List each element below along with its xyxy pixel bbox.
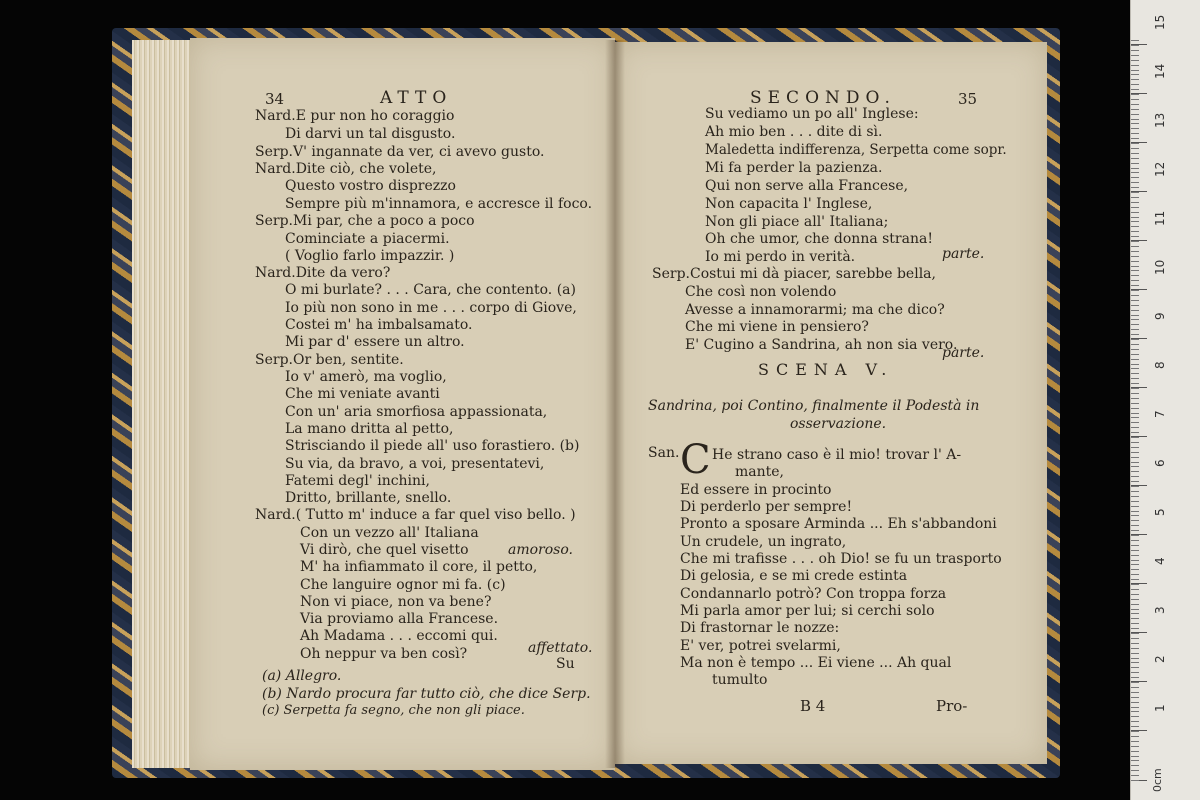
ruler-tick	[1131, 236, 1139, 237]
ruler-tick	[1131, 104, 1139, 105]
left-line: Mi par d' essere un altro.	[285, 334, 465, 350]
right-line: Mi fa perder la pazienza.	[705, 160, 883, 176]
left-line: Fatemi degl' inchini,	[285, 473, 430, 489]
ruler-tick	[1131, 707, 1139, 708]
left-line: La mano dritta al petto,	[285, 421, 454, 437]
right-line: Non gli piace all' Italiana;	[705, 214, 889, 230]
ruler-tick	[1131, 560, 1139, 561]
ruler-tick	[1131, 349, 1139, 350]
ruler-number: 12	[1153, 161, 1167, 177]
book-gutter	[605, 40, 625, 768]
ruler-tick	[1131, 398, 1139, 399]
ruler-tick	[1131, 682, 1139, 683]
scene-line: Di perderlo per sempre!	[680, 499, 853, 515]
left-line: Vi dirò, che quel visetto	[300, 542, 469, 558]
ruler-tick	[1131, 133, 1139, 134]
ruler-tick	[1131, 511, 1139, 512]
left-line: Serp.Mi par, che a poco a poco	[255, 213, 475, 229]
right-side-note: parte.	[942, 246, 985, 262]
ruler-tick	[1131, 721, 1139, 722]
left-line: Che languire ognor mi fa. (c)	[300, 577, 506, 593]
ruler-tick	[1131, 618, 1139, 619]
ruler-tick	[1131, 491, 1139, 492]
scene-line: tumulto	[712, 672, 768, 688]
ruler-tick	[1131, 726, 1139, 727]
ruler-tick	[1131, 324, 1139, 325]
signature-mark: B 4	[800, 697, 826, 715]
scene-line: Pronto a sposare Arminda ... Eh s'abbandoni	[680, 516, 997, 532]
ruler-tick	[1131, 579, 1139, 580]
left-line: Di darvi un tal disgusto.	[285, 126, 456, 142]
scene-line: E' ver, potrei svelarmi,	[680, 638, 841, 654]
ruler-tick	[1131, 569, 1139, 570]
measuring-ruler	[1130, 0, 1200, 800]
left-line: Strisciando il piede all' uso forastiero. (b)	[285, 438, 580, 454]
left-line: Non vi piace, non va bene?	[300, 594, 492, 610]
ruler-tick	[1131, 545, 1139, 546]
ruler-tick	[1131, 70, 1139, 71]
ruler-tick	[1131, 687, 1139, 688]
scene-line: Ma non è tempo ... Ei viene ... Ah qual	[680, 655, 952, 671]
ruler-tick	[1131, 79, 1139, 80]
left-line: Cominciate a piacermi.	[285, 231, 450, 247]
right-line: Serp.Costui mi dà piacer, sarebbe bella,	[652, 266, 936, 282]
ruler-tick	[1131, 241, 1139, 242]
right-line: Io mi perdo in verità.	[705, 249, 856, 265]
ruler-tick	[1131, 711, 1139, 712]
ruler-tick	[1131, 466, 1139, 467]
page-edges	[132, 40, 194, 768]
ruler-number: 3	[1153, 606, 1167, 614]
scene-line: Un crudele, un ingrato,	[680, 534, 847, 550]
ruler-tick	[1131, 692, 1139, 693]
right-line: Su vediamo un po all' Inglese:	[705, 106, 919, 122]
ruler-tick	[1131, 393, 1139, 394]
ruler-tick	[1131, 153, 1139, 154]
scene-line: Di frastornar le nozze:	[680, 620, 840, 636]
left-line: Sempre più m'innamora, e accresce il foco.	[285, 196, 593, 212]
ruler-number: 9	[1153, 312, 1167, 320]
ruler-tick	[1131, 270, 1139, 271]
right-side-note: parte.	[942, 345, 985, 361]
ruler-tick	[1131, 584, 1139, 585]
scene-line: Di gelosia, e se mi crede estinta	[680, 568, 908, 584]
ruler-tick	[1131, 319, 1139, 320]
ruler-tick	[1131, 540, 1139, 541]
ruler-tick	[1131, 163, 1139, 164]
ruler-tick	[1131, 74, 1139, 75]
left-line: Nard.E pur non ho coraggio	[255, 108, 455, 124]
ruler-tick	[1131, 530, 1139, 531]
ruler-tick	[1131, 172, 1139, 173]
ruler-tick	[1131, 604, 1139, 605]
ruler-tick	[1131, 432, 1139, 433]
ruler-tick	[1131, 770, 1139, 771]
ruler-tick	[1131, 305, 1139, 306]
ruler-tick	[1131, 555, 1139, 556]
ruler-tick	[1131, 741, 1139, 742]
ruler-tick	[1131, 89, 1139, 90]
ruler-tick	[1131, 751, 1139, 752]
ruler-tick	[1131, 359, 1139, 360]
ruler-tick	[1131, 383, 1139, 384]
ruler-tick	[1131, 231, 1139, 232]
ruler-tick	[1131, 643, 1139, 644]
ruler-tick	[1131, 168, 1139, 169]
ruler-tick	[1131, 354, 1139, 355]
ruler-tick	[1131, 422, 1139, 423]
scene-line: Condannarlo potrò? Con troppa forza	[680, 586, 947, 602]
right-catchword: Pro-	[936, 697, 968, 715]
ruler-tick	[1131, 520, 1139, 521]
right-line: Che mi viene in pensiero?	[685, 319, 869, 335]
ruler-tick	[1131, 143, 1139, 144]
left-line: Nard.( Tutto m' induce a far quel viso bello. )	[255, 507, 576, 523]
left-line: Con un' aria smorfiosa appassionata,	[285, 404, 548, 420]
ruler-tick	[1131, 408, 1139, 409]
ruler-tick	[1131, 226, 1139, 227]
speaker-label: San.	[648, 445, 680, 461]
ruler-tick	[1131, 658, 1139, 659]
left-side-note: affettato.	[528, 640, 593, 656]
ruler-tick	[1131, 413, 1139, 414]
ruler-tick	[1131, 192, 1139, 193]
ruler-tick	[1131, 187, 1139, 188]
ruler-tick	[1131, 780, 1139, 781]
ruler-tick	[1131, 599, 1139, 600]
ruler-tick	[1131, 128, 1139, 129]
ruler-tick	[1131, 476, 1139, 477]
ruler-tick	[1131, 119, 1139, 120]
ruler-number: 5	[1153, 508, 1167, 516]
ruler-tick	[1131, 84, 1139, 85]
ruler-tick	[1131, 736, 1139, 737]
left-catchword: Su	[556, 656, 575, 672]
drop-cap: C	[680, 437, 711, 483]
right-line: E' Cugino a Sandrina, ah non sia vero.	[685, 337, 958, 353]
left-line: Con un vezzo all' Italiana	[300, 525, 479, 541]
ruler-tick	[1131, 364, 1139, 365]
left-line: M' ha infiammato il core, il petto,	[300, 559, 538, 575]
ruler-tick	[1131, 662, 1139, 663]
left-line: Che mi veniate avanti	[285, 386, 440, 402]
ruler-tick	[1131, 246, 1139, 247]
ruler-tick	[1131, 182, 1139, 183]
ruler-tick	[1131, 202, 1139, 203]
ruler-tick	[1131, 45, 1139, 46]
ruler-number: 2	[1153, 655, 1167, 663]
ruler-tick	[1131, 417, 1139, 418]
ruler-tick	[1131, 628, 1139, 629]
left-line: Io v' amerò, ma voglio,	[285, 369, 447, 385]
ruler-tick	[1131, 609, 1139, 610]
left-line: Costei m' ha imbalsamato.	[285, 317, 473, 333]
ruler-tick	[1131, 746, 1139, 747]
left-line: Dritto, brillante, snello.	[285, 490, 452, 506]
ruler-tick	[1131, 677, 1139, 678]
ruler-tick	[1131, 148, 1139, 149]
ruler-tick	[1131, 437, 1139, 438]
ruler-tick	[1131, 266, 1139, 267]
right-line: Ah mio ben . . . dite di sì.	[705, 124, 883, 140]
ruler-tick	[1131, 138, 1139, 139]
right-line: Avesse a innamorarmi; ma che dico?	[685, 302, 945, 318]
ruler-tick	[1131, 775, 1139, 776]
ruler-tick	[1131, 648, 1139, 649]
ruler-tick	[1131, 716, 1139, 717]
ruler-unit: 0cm	[1151, 768, 1164, 792]
ruler-tick	[1131, 388, 1139, 389]
ruler-tick	[1131, 471, 1139, 472]
ruler-tick	[1131, 574, 1139, 575]
ruler-tick	[1131, 653, 1139, 654]
ruler-tick	[1131, 496, 1139, 497]
footnote: (a) Allegro.	[262, 668, 342, 684]
ruler-tick	[1131, 403, 1139, 404]
ruler-tick	[1131, 594, 1139, 595]
ruler-tick	[1131, 765, 1139, 766]
ruler-tick	[1131, 109, 1139, 110]
ruler-tick	[1131, 207, 1139, 208]
ruler-tick	[1131, 60, 1139, 61]
scene-line: He strano caso è il mio! trovar l' A-	[712, 447, 962, 463]
ruler-tick	[1131, 315, 1139, 316]
ruler-tick	[1131, 256, 1139, 257]
left-line: Su via, da bravo, a voi, presentatevi,	[285, 456, 545, 472]
ruler-tick	[1131, 290, 1139, 291]
ruler-tick	[1131, 300, 1139, 301]
ruler-number: 13	[1153, 112, 1167, 128]
ruler-tick	[1131, 221, 1139, 222]
ruler-tick	[1131, 280, 1139, 281]
ruler-tick	[1131, 515, 1139, 516]
ruler-tick	[1131, 550, 1139, 551]
scene-description: Sandrina, poi Contino, finalmente il Podestà in	[648, 398, 980, 414]
ruler-tick	[1131, 55, 1139, 56]
left-line: Nard.Dite da vero?	[255, 265, 391, 281]
left-line: Io più non sono in me . . . corpo di Giove,	[285, 300, 577, 316]
ruler-tick	[1131, 99, 1139, 100]
scene-title: SCENA V.	[758, 360, 894, 379]
ruler-tick	[1131, 481, 1139, 482]
ruler-number: 14	[1153, 63, 1167, 79]
ruler-tick	[1131, 368, 1139, 369]
ruler-tick	[1131, 667, 1139, 668]
ruler-tick	[1131, 123, 1139, 124]
ruler-number: 7	[1153, 410, 1167, 418]
right-line: Oh che umor, che donna strana!	[705, 231, 933, 247]
ruler-tick	[1131, 613, 1139, 614]
ruler-number: 11	[1153, 210, 1167, 226]
ruler-number: 8	[1153, 361, 1167, 369]
scene-line: Che mi trafisse . . . oh Dio! se fu un trasporto	[680, 551, 1002, 567]
left-line: Via proviamo alla Francese.	[300, 611, 499, 627]
ruler-number: 6	[1153, 459, 1167, 467]
ruler-tick	[1131, 486, 1139, 487]
right-page-number: 35	[958, 90, 978, 108]
left-page-number: 34	[265, 90, 285, 108]
ruler-tick	[1131, 261, 1139, 262]
left-line: O mi burlate? . . . Cara, che contento. (a)	[285, 282, 576, 298]
ruler-number: 15	[1153, 14, 1167, 30]
ruler-number: 1	[1153, 704, 1167, 712]
ruler-tick	[1131, 295, 1139, 296]
left-running-head: ATTO	[380, 88, 453, 108]
ruler-tick	[1131, 344, 1139, 345]
left-line: ( Voglio farlo impazzir. )	[285, 248, 455, 264]
ruler-tick	[1131, 672, 1139, 673]
footnote: (c) Serpetta fa segno, che non gli piace.	[262, 703, 525, 718]
ruler-tick	[1131, 197, 1139, 198]
ruler-tick	[1131, 525, 1139, 526]
left-side-note: amoroso.	[508, 542, 573, 558]
left-line: Questo vostro disprezzo	[285, 178, 456, 194]
ruler-tick	[1131, 501, 1139, 502]
scene-line: mante,	[735, 464, 784, 480]
ruler-tick	[1131, 638, 1139, 639]
ruler-tick	[1131, 535, 1139, 536]
ruler-tick	[1131, 334, 1139, 335]
ruler-tick	[1131, 452, 1139, 453]
ruler-tick	[1131, 378, 1139, 379]
ruler-tick	[1131, 697, 1139, 698]
ruler-tick	[1131, 339, 1139, 340]
ruler-tick	[1131, 756, 1139, 757]
ruler-tick	[1131, 329, 1139, 330]
ruler-tick	[1131, 506, 1139, 507]
left-line: Serp.V' ingannate da ver, ci avevo gusto.	[255, 144, 545, 160]
ruler-tick	[1131, 212, 1139, 213]
right-line: Qui non serve alla Francese,	[705, 178, 909, 194]
ruler-tick	[1131, 94, 1139, 95]
ruler-tick	[1131, 457, 1139, 458]
ruler-tick	[1131, 251, 1139, 252]
ruler-tick	[1131, 427, 1139, 428]
ruler-tick	[1131, 285, 1139, 286]
left-line: Nard.Dite ciò, che volete,	[255, 161, 437, 177]
right-line: Non capacita l' Inglese,	[705, 196, 873, 212]
ruler-tick	[1131, 158, 1139, 159]
ruler-tick	[1131, 40, 1139, 41]
ruler-tick	[1131, 462, 1139, 463]
right-line: Che così non volendo	[685, 284, 837, 300]
ruler-tick	[1131, 589, 1139, 590]
ruler-tick	[1131, 760, 1139, 761]
ruler-tick	[1131, 50, 1139, 51]
ruler-number: 4	[1153, 557, 1167, 565]
ruler-tick	[1131, 731, 1139, 732]
ruler-tick	[1131, 114, 1139, 115]
ruler-tick	[1131, 633, 1139, 634]
ruler-tick	[1131, 177, 1139, 178]
ruler-tick	[1131, 702, 1139, 703]
ruler-number: 10	[1153, 259, 1167, 275]
right-line: Maledetta indifferenza, Serpetta come sopr.	[705, 142, 1007, 158]
ruler-tick	[1131, 310, 1139, 311]
footnote: (b) Nardo procura far tutto ciò, che dice Serp.	[262, 686, 591, 702]
ruler-tick	[1131, 564, 1139, 565]
ruler-tick	[1131, 373, 1139, 374]
scene-line: Mi parla amor per lui; si cerchi solo	[680, 603, 935, 619]
ruler-tick	[1131, 623, 1139, 624]
left-line: Ah Madama . . . eccomi qui.	[300, 628, 498, 644]
ruler-tick	[1131, 65, 1139, 66]
ruler-tick	[1131, 275, 1139, 276]
left-line: Serp.Or ben, sentite.	[255, 352, 404, 368]
left-line: Oh neppur va ben così?	[300, 646, 468, 662]
right-running-head: SECONDO.	[750, 88, 896, 108]
ruler-tick	[1131, 447, 1139, 448]
ruler-tick	[1131, 217, 1139, 218]
scene-line: Ed essere in procinto	[680, 482, 832, 498]
scene-description: osservazione.	[790, 416, 887, 432]
ruler-tick	[1131, 442, 1139, 443]
